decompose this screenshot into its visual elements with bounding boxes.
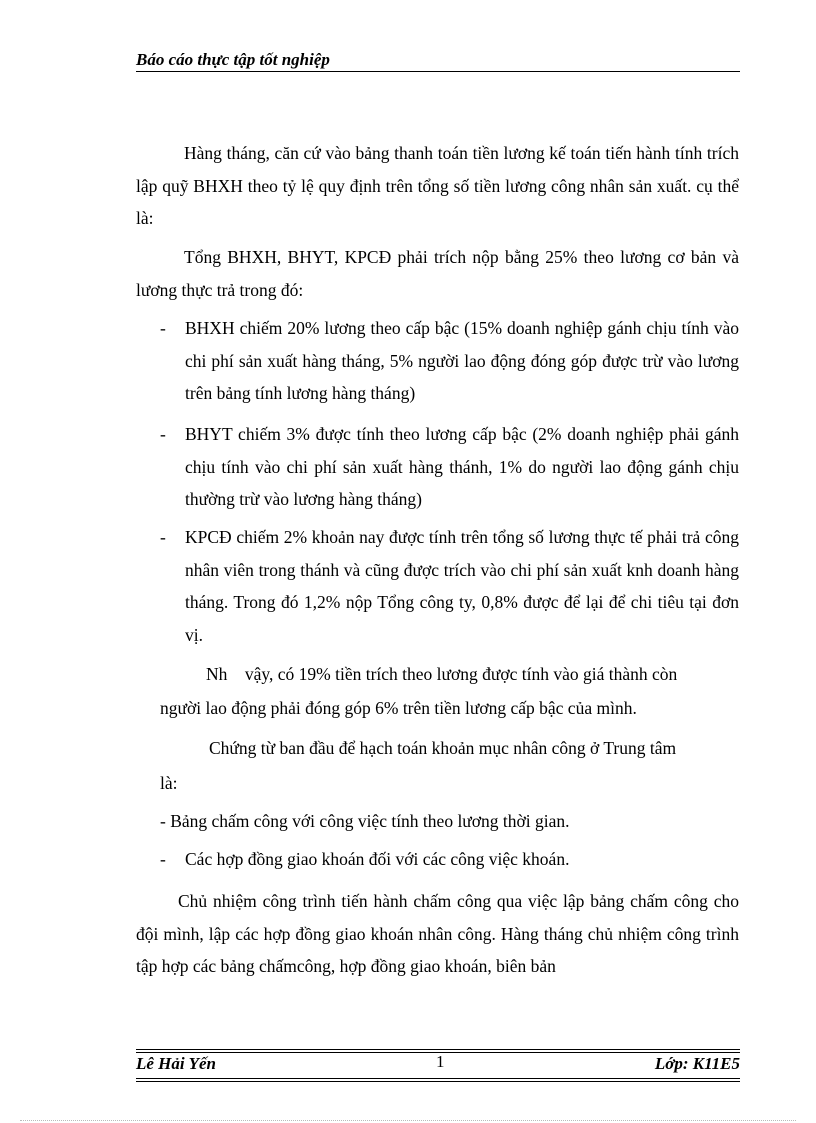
paragraph-1: Hàng tháng, căn cứ vào bảng thanh toán tiền lương kế toán tiến hành tính trích lập quỹ BHXH theo tỷ lệ quy định trên tổng số tiền lương công nhân sản xuất. cụ thể là: [136, 143, 739, 228]
list-item-contracts: Các hợp đồng giao khoán đối với các công việc khoán. [185, 849, 570, 869]
paragraph-2: Tổng BHXH, BHYT, KPCĐ phải trích nộp bằng 25% theo lương cơ bản và lương thực trả trong đó: [136, 247, 739, 300]
bullet-text: KPCĐ chiếm 2% khoản nay được tính trên tổng số lương thực tế phải trả công nhân viên trong thánh và cũng được trích vào chi phí sản xuất knh doanh hàng tháng. Trong đó 1,2% nộp Tổng công ty, 0,8% được để lại để chi tiêu tại đơn vị. [185, 527, 739, 645]
bullet-dash: - [160, 527, 166, 547]
footer-class: Lớp: K11E5 [654, 1054, 740, 1073]
footer-rule [136, 1049, 740, 1050]
header-rule [136, 71, 740, 72]
bullet-bhyt [136, 418, 739, 516]
paragraph-4-line-2: là: [160, 773, 178, 793]
bullet-text: BHYT chiếm 3% được tính theo lương cấp bậc (2% doanh nghiệp phải gánh chịu tính vào chi phí sản xuất hàng thánh, 1% do người lao động gánh chịu thường trừ vào lương hàng tháng) [185, 424, 739, 509]
footer-rule [136, 1078, 740, 1079]
paragraph-3-line-1: Nh vậy, có 19% tiền trích theo lương được tính vào giá thành còn [206, 664, 678, 684]
footer-rule [136, 1081, 740, 1082]
bullet-text: BHXH chiếm 20% lương theo cấp bậc (15% doanh nghiệp gánh chịu tính vào chi phí sản xuất hàng tháng, 5% người lao động đóng góp được trừ vào lương trên bảng tính lương hàng tháng) [185, 318, 739, 403]
bullet-dash: - [160, 424, 166, 444]
bullet-dash: - [160, 318, 166, 338]
paragraph-5: Chủ nhiệm công trình tiến hành chấm công qua việc lập bảng chấm công cho đội mình, lập các hợp đồng giao khoán nhân công. Hàng tháng chủ nhiệm công trình tập hợp các bảng chấmcông, hợp đồng giao khoán, biên bản [136, 891, 739, 976]
bullet-kpcd [136, 521, 739, 651]
paragraph-4-line-1: Chứng từ ban đầu để hạch toán khoản mục nhân công ở Trung tâm [209, 738, 677, 758]
page-edge-dots [20, 1120, 796, 1121]
footer-author: Lê Hải Yến [136, 1054, 216, 1073]
list-item-timesheet: - Bảng chấm công với công việc tính theo lương thời gian. [160, 811, 570, 831]
page-number: 1 [436, 1052, 445, 1071]
paragraph-3-line-2: người lao động phải đóng góp 6% trên tiền lương cấp bậc của mình. [160, 698, 637, 718]
list-item-dash: - [160, 849, 166, 869]
header-title: Báo cáo thực tập tốt nghiệp [136, 50, 330, 69]
bullet-bhxh [136, 312, 739, 410]
